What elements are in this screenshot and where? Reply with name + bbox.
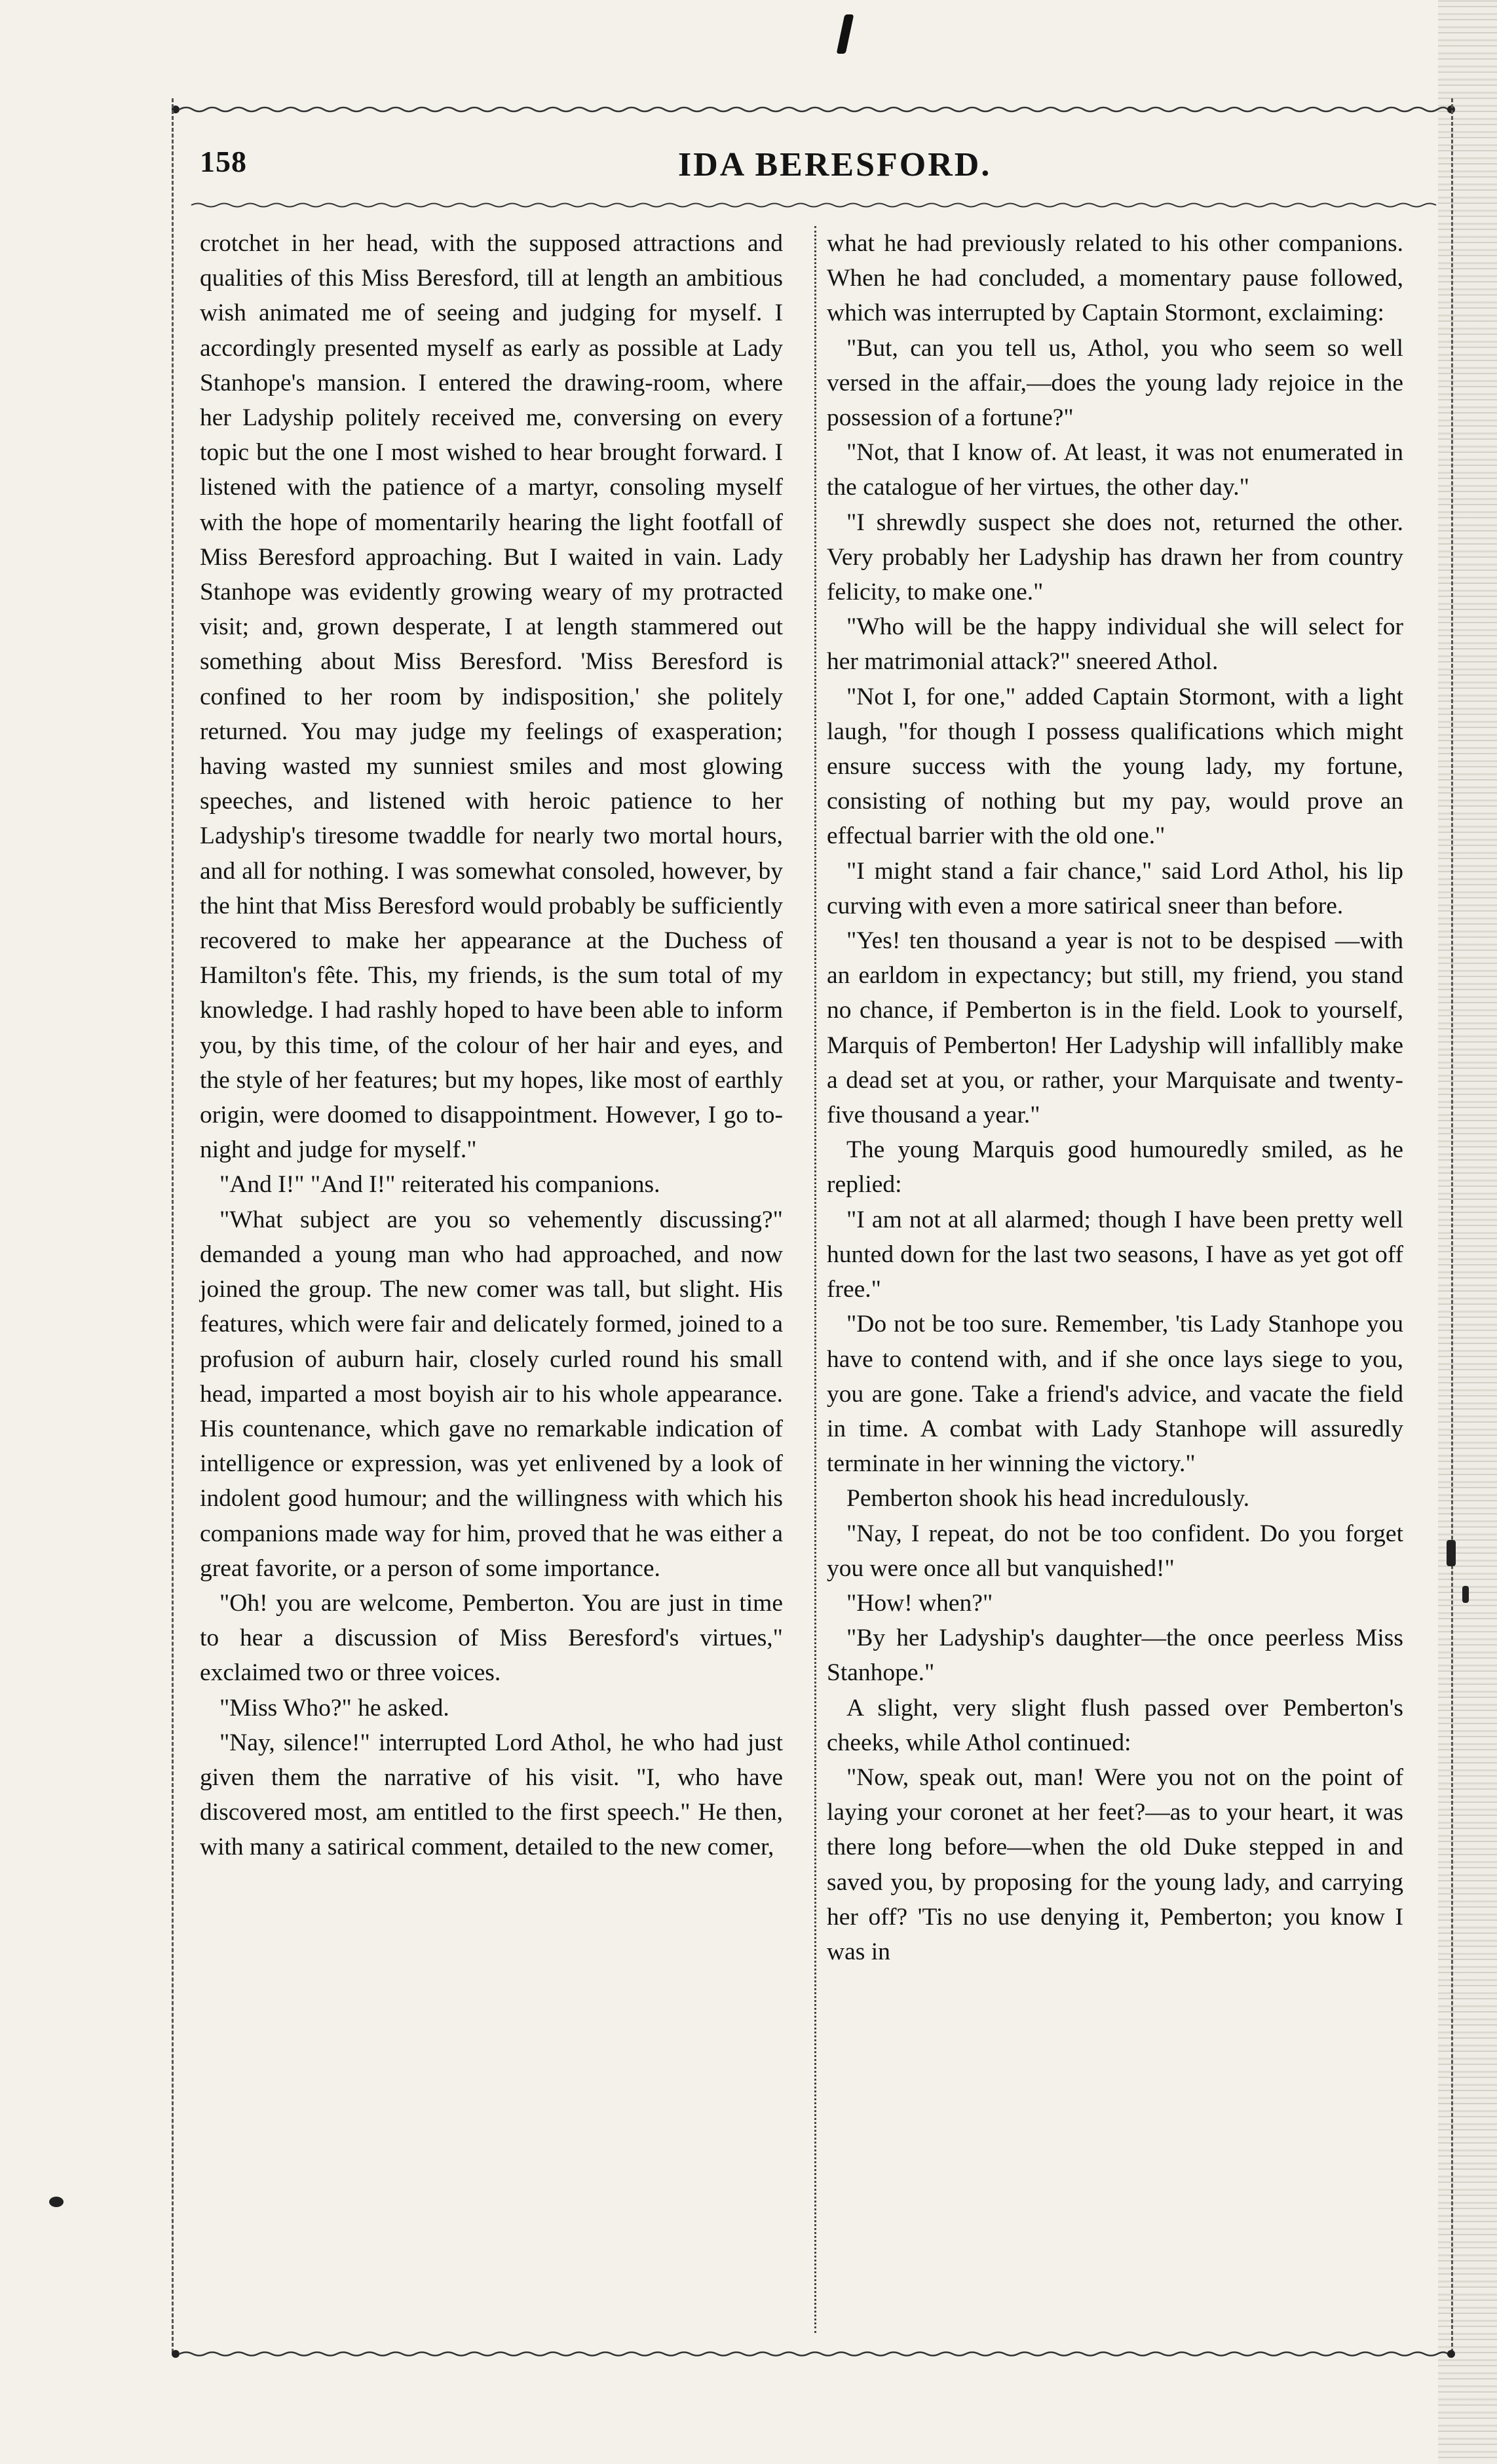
paragraph: "Not, that I know of. At least, it was not enumerated in the catalogue of her virtues, the other day." (827, 439, 1403, 501)
ink-speck (1462, 1586, 1469, 1603)
paragraph: "Miss Who?" he asked. (219, 1694, 449, 1722)
bottom-ornamental-rule (172, 2349, 1456, 2356)
paragraph: "And I!" "And I!" reiterated his companions. (219, 1171, 660, 1199)
left-page-border (172, 98, 178, 2353)
paragraph: "Oh! you are welcome, Pemberton. You are just in time to hear a discussion of Miss Beresford's virtues," exclaimed two or three voices. (200, 1589, 783, 1687)
paragraph: "I shrewdly suspect she does not, returned the other. Very probably her Ladyship has drawn her from country felicity, to make one." (827, 509, 1403, 606)
paragraph: Pemberton shook his head incredulously. (846, 1485, 1250, 1512)
page-header (190, 138, 1441, 197)
paragraph: "What subject are you so vehemently discussing?" demanded a young man who had approached, and now joined the group. The new comer was tall, but slight. His features, which were fair and delicately formed, joined to a profusion of auburn hair, closely curled round his small head, imparted a most boyish air to his whole appearance. His countenance, which gave no remarkable indication of intelligence or expression, was yet enlivened by a look of indolent good humour; and the willingness with which his companions made way for him, proved that he was either a great favorite, or a person of some importance. (200, 1206, 783, 1582)
paragraph: "By her Ladyship's daughter—the once peerless Miss Stanhope." (827, 1625, 1403, 1687)
paragraph: "But, can you tell us, Athol, you who seem so well versed in the affair,—does the young lady rejoice in the possession of a fortune?" (827, 334, 1403, 432)
ink-speck (1447, 1540, 1456, 1566)
page-number: 158 (200, 145, 247, 178)
paragraph: "I am not at all alarmed; though I have been pretty well hunted down for the last two seasons, I have as yet got off free." (827, 1206, 1403, 1303)
paragraph: "Do not be too sure. Remember, 'tis Lady Stanhope you have to contend with, and if she once lays siege to you, you are gone. Take a friend's advice, and vacate the field in time. A combat with Lady Stanhope will assuredly terminate in her winning the victory." (827, 1311, 1403, 1478)
top-ornamental-rule (172, 105, 1456, 111)
right-text-column (827, 226, 1403, 1969)
paragraph: "How! when?" (846, 1589, 993, 1617)
paragraph: "Nay, I repeat, do not be too confident. Do you forget you were once all but vanquished!" (827, 1520, 1403, 1582)
paragraph: "Nay, silence!" interrupted Lord Athol, he who had just given them the narrative of his visit. "I, who have discovered most, am entitled to the first speech." He then, with many a satirical comment, detailed to the new comer, (200, 1729, 783, 1861)
paragraph: "Who will be the happy individual she will select for her matrimonial attack?" sneered Athol. (827, 613, 1403, 676)
ink-speck (49, 2197, 64, 2207)
running-title: IDA BERESFORD. (678, 146, 992, 183)
paragraph: The young Marquis good humouredly smiled, as he replied: (827, 1136, 1403, 1199)
header-rule (172, 202, 1456, 208)
paragraph: "I might stand a fair chance," said Lord Athol, his lip curving with even a more satirical sneer than before. (827, 857, 1403, 919)
left-text-column (200, 226, 783, 1865)
paragraph: what he had previously related to his other companions. When he had concluded, a momentary pause followed, which was interrupted by Captain Stormont, exclaiming: (827, 230, 1403, 327)
right-page-border (1451, 98, 1457, 2353)
paragraph: "Not I, for one," added Captain Stormont, with a light laugh, "for though I possess qualifications which might ensure success with the young lady, my fortune, consisting of nothing but my pay, would prove an effectual barrier with the old one." (827, 683, 1403, 850)
paragraph: crotchet in her head, with the supposed attractions and qualities of this Miss Beresford, till at length an ambitious wish animated me of seeing and judging for myself. I accordingly presented myself as early as possible at Lady Stanhope's mansion. I entered the drawing-room, where her Ladyship politely received me, conversing on every topic but the one I most wished to hear brought forward. I listened with the patience of a martyr, consoling myself with the hope of momentarily hearing the light footfall of Miss Beresford approaching. But I waited in vain. Lady Stanhope was evidently growing weary of my protracted visit; and, grown desperate, I at length stammered out something about Miss Beresford. 'Miss Beresford is confined to her room by indisposition,' she politely returned. You may judge my feelings of exasperation; having wasted my sunniest smiles and most glowing speeches, and listened with heroic patience to her Ladyship's tiresome twaddle for nearly two mortal hours, and all for nothing. I was somewhat consoled, however, by the hint that Miss Beresford would probably be sufficiently recovered to make her appearance at the Duchess of Hamilton's fête. This, my friends, is the sum total of my knowledge. I had rashly hoped to have been able to inform you, by this time, of the colour of her hair and eyes, and the style of her features; but my hopes, like most of earthly origin, were doomed to disappointment. However, I go to-night and judge for myself." (200, 230, 783, 1164)
paragraph: A slight, very slight flush passed over Pemberton's cheeks, while Athol continued: (827, 1694, 1403, 1756)
paragraph: "Yes! ten thousand a year is not to be despised —with an earldom in expectancy; but still, my friend, you stand no chance, if Pemberton is in the field. Look to yourself, Marquis of Pemberton! Her Ladyship will infallibly make a dead set at you, or rather, your Marquisate and twenty-five thousand a year." (827, 927, 1403, 1129)
paragraph: "Now, speak out, man! Were you not on the point of laying your coronet at her feet?—as to your heart, it was there long before—when the old Duke stepped in and saved you, by proposing for the young lady, and carrying her off? 'Tis no use denying it, Pemberton; you know I was in (827, 1763, 1403, 1965)
column-divider (814, 226, 816, 2333)
ink-mark (837, 14, 854, 54)
page-edge-texture (1438, 0, 1497, 2464)
